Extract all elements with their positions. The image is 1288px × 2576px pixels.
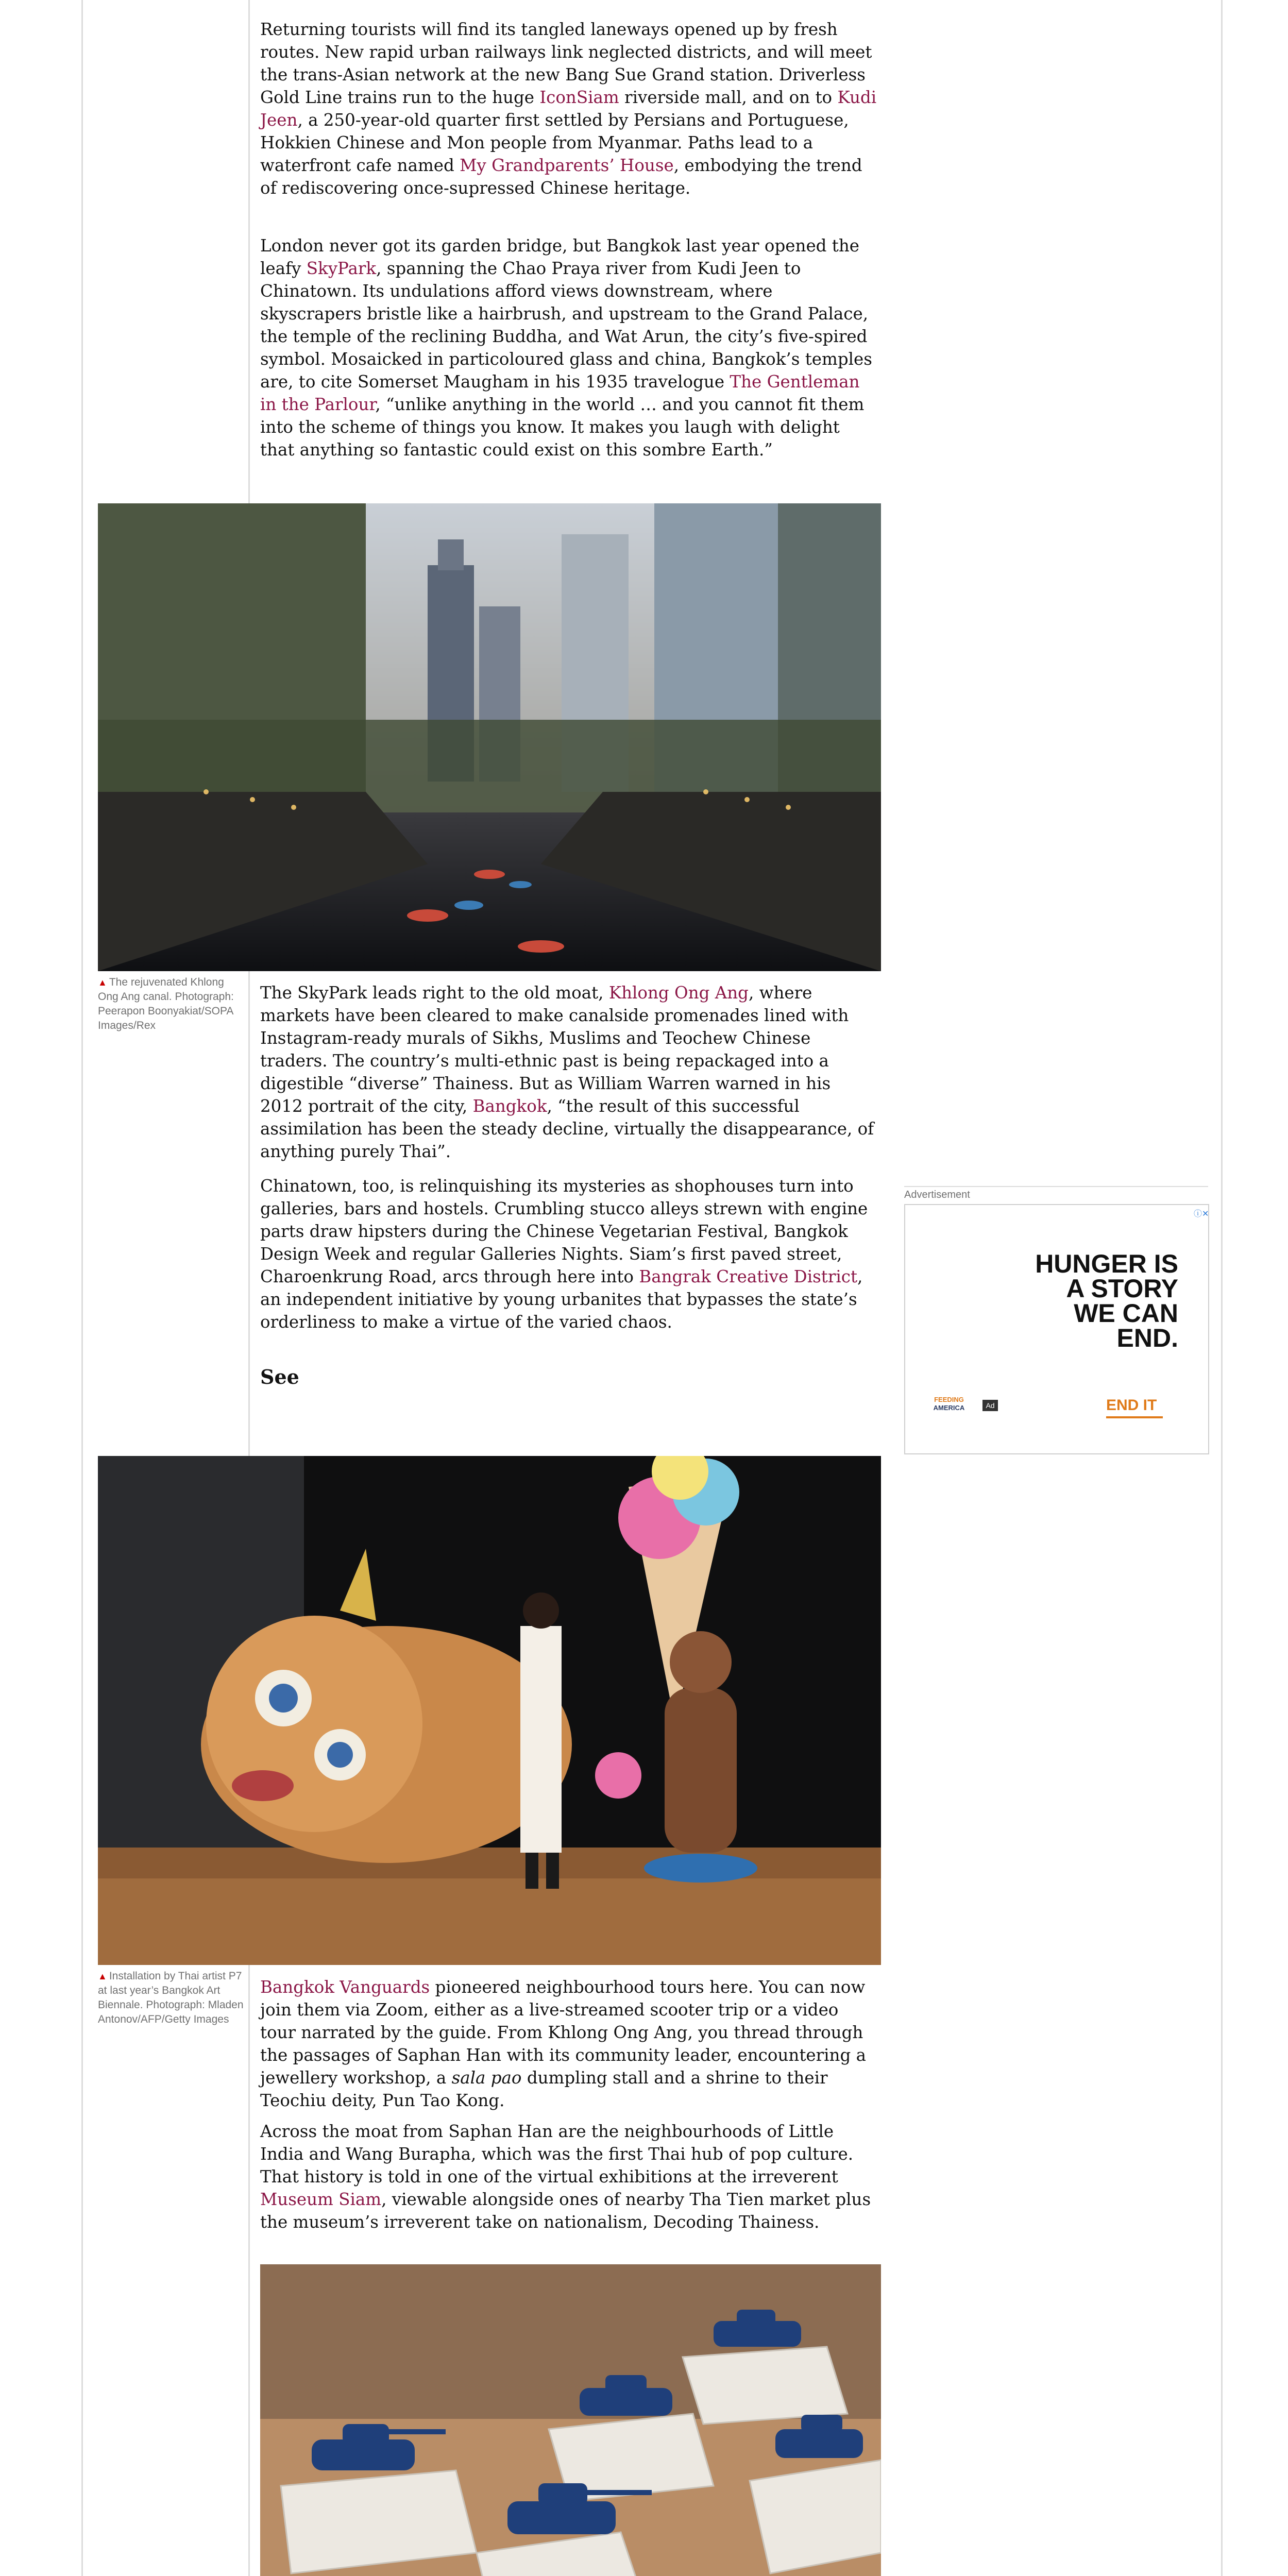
text-run: , “unlike anything in the world … and you cannot fit them into the scheme of things you know. It makes you laugh with delight that anything so fantastic could exist on this sombre Earth.” <box>260 395 865 460</box>
advertisement-feeding-america[interactable] <box>904 1204 1209 1454</box>
text-run: , embodying the trend of rediscovering once-supressed Chinese heritage. <box>260 156 862 198</box>
canal-photo <box>98 503 881 971</box>
photo-caption: ▲ The rejuvenated Khlong Ong Ang canal. Photograph: Peerapon Boonyakiat/SOPA Images/Rex <box>98 976 234 1031</box>
emphasis-text: sala pao <box>451 2068 522 2088</box>
content-rail <box>248 0 250 2576</box>
ad-close-icon[interactable]: ✕ <box>1202 1210 1209 1218</box>
ad-badge: Ad <box>982 1400 998 1411</box>
paragraph <box>260 2120 878 2233</box>
photo-caption: ▲ Installation by Thai artist P7 at last year’s Bangkok Art Biennale. Photograph: Mladen Antonov/AFP/Getty Images <box>98 1970 244 2025</box>
text-run: The SkyPark leads right to the old moat, <box>260 983 609 1003</box>
text-run: , where markets have been cleared to make canalside promenades lined with Instagram-ready murals of Sikhs, Muslims and Teochew Chinese traders. The country’s multi-ethnic past is being repackaged into a digestible “diverse” Thainess. But as William Warren warned in his 2012 portrait of the city, <box>260 983 849 1116</box>
ad-brand-line2: AMERICA <box>933 1404 965 1412</box>
section-heading-see: See <box>260 1365 299 1388</box>
ad-cta-end-it[interactable]: END IT <box>1106 1397 1157 1414</box>
caption-triangle-icon: ▲ <box>98 1971 107 1981</box>
paragraph <box>260 18 878 199</box>
inline-link[interactable]: IconSiam <box>539 88 619 107</box>
porcelain-tanks-photo <box>260 2264 881 2576</box>
adchoices-icon[interactable]: ⓘ <box>1193 1210 1202 1218</box>
text-run: Chinatown, too, is relinquishing its mysteries as shophouses turn into galleries, bars and hostels. Crumbling stucco alleys strewn with engine parts draw hipsters during the Chinese Vegetarian Festival, Bangkok Design Week and regular Galleries Nights. Siam’s first paved street, Charoenkrung Road, arcs through here into <box>260 1176 868 1286</box>
text-run: , a 250-year-old quarter first settled by Persians and Portuguese, Hokkien Chinese and Mon people from Myanmar. Paths lead to a waterfront cafe named <box>260 110 849 175</box>
text-run: , spanning the Chao Praya river from Kudi Jeen to Chinatown. Its undulations afford views downstream, where skyscrapers bristle like a hairbrush, and upstream to the Grand Palace, the temple of the reclining Buddha, and Wat Arun, the city’s five-spired symbol. Mosaicked in particoloured glass and china, Bangkok’s temples are, to cite Somerset Maugham in his 1935 travelogue <box>260 259 872 392</box>
text-run: Across the moat from Saphan Han are the neighbourhoods of Little India and Wang Burapha, which was the first Thai hub of pop culture. That history is told in one of the virtual exhibitions at the irreverent <box>260 2122 854 2187</box>
text-run: , an independent initiative by young urbanites that bypasses the state’s orderliness to make a virtue of the varied chaos. <box>260 1267 863 1332</box>
left-rail <box>81 0 83 2576</box>
text-run: London never got its garden bridge, but Bangkok last year opened the leafy <box>260 236 860 278</box>
inline-link[interactable]: Khlong Ong Ang <box>608 983 749 1003</box>
inline-link[interactable]: The Gentleman in the Parlour <box>260 372 860 414</box>
caption-triangle-icon: ▲ <box>98 977 107 988</box>
inline-link[interactable]: My Grandparents’ House <box>460 156 674 175</box>
paragraph <box>260 1976 878 2112</box>
inline-link[interactable]: Bangkok Vanguards <box>260 1977 430 1997</box>
text-run: Returning tourists will find its tangled laneways opened up by fresh routes. New rapid urban railways link neglected districts, and will meet the trans-Asian network at the new Bang Sue Grand station. Driverless Gold Line trains run to the huge <box>260 20 872 107</box>
ad-brand-logo <box>926 1396 972 1412</box>
inline-link[interactable]: Museum Siam <box>260 2190 382 2209</box>
paragraph <box>260 234 878 461</box>
installation-photo <box>98 1456 881 1965</box>
inline-link[interactable]: Bangrak Creative District <box>639 1267 858 1286</box>
right-rail <box>1221 0 1223 2576</box>
inline-link[interactable]: Kudi Jeen <box>260 88 877 130</box>
ad-cta-underline <box>1106 1416 1163 1418</box>
ad-headline: HUNGER IS A STORY WE CAN END. <box>1035 1249 1178 1352</box>
paragraph <box>260 981 878 1163</box>
text-run: dumpling stall and a shrine to their Teochiu deity, Pun Tao Kong. <box>260 2068 828 2110</box>
paragraph <box>260 1175 878 1333</box>
text-run: , viewable alongside ones of nearby Tha Tien market plus the museum’s irreverent take on nationalism, Decoding Thainess. <box>260 2190 871 2232</box>
inline-link[interactable]: Bangkok <box>472 1096 547 1116</box>
text-run: riverside mall, and on to <box>619 88 838 107</box>
inline-link[interactable]: SkyPark <box>306 259 377 278</box>
text-run: pioneered neighbourhood tours here. You can now join them via Zoom, either as a live-streamed scooter trip or a video tour narrated by the guide. From Khlong Ong Ang, you thread through the passages of Saphan Han with its community leader, encountering a jewellery workshop, a <box>260 1977 866 2088</box>
text-run: , “the result of this successful assimilation has been the steady decline, virtually the disappearance, of anything purely Thai”. <box>260 1096 874 1161</box>
ad-brand-line1: FEEDING <box>934 1396 964 1403</box>
advertisement-label: Advertisement <box>904 1186 1208 1201</box>
